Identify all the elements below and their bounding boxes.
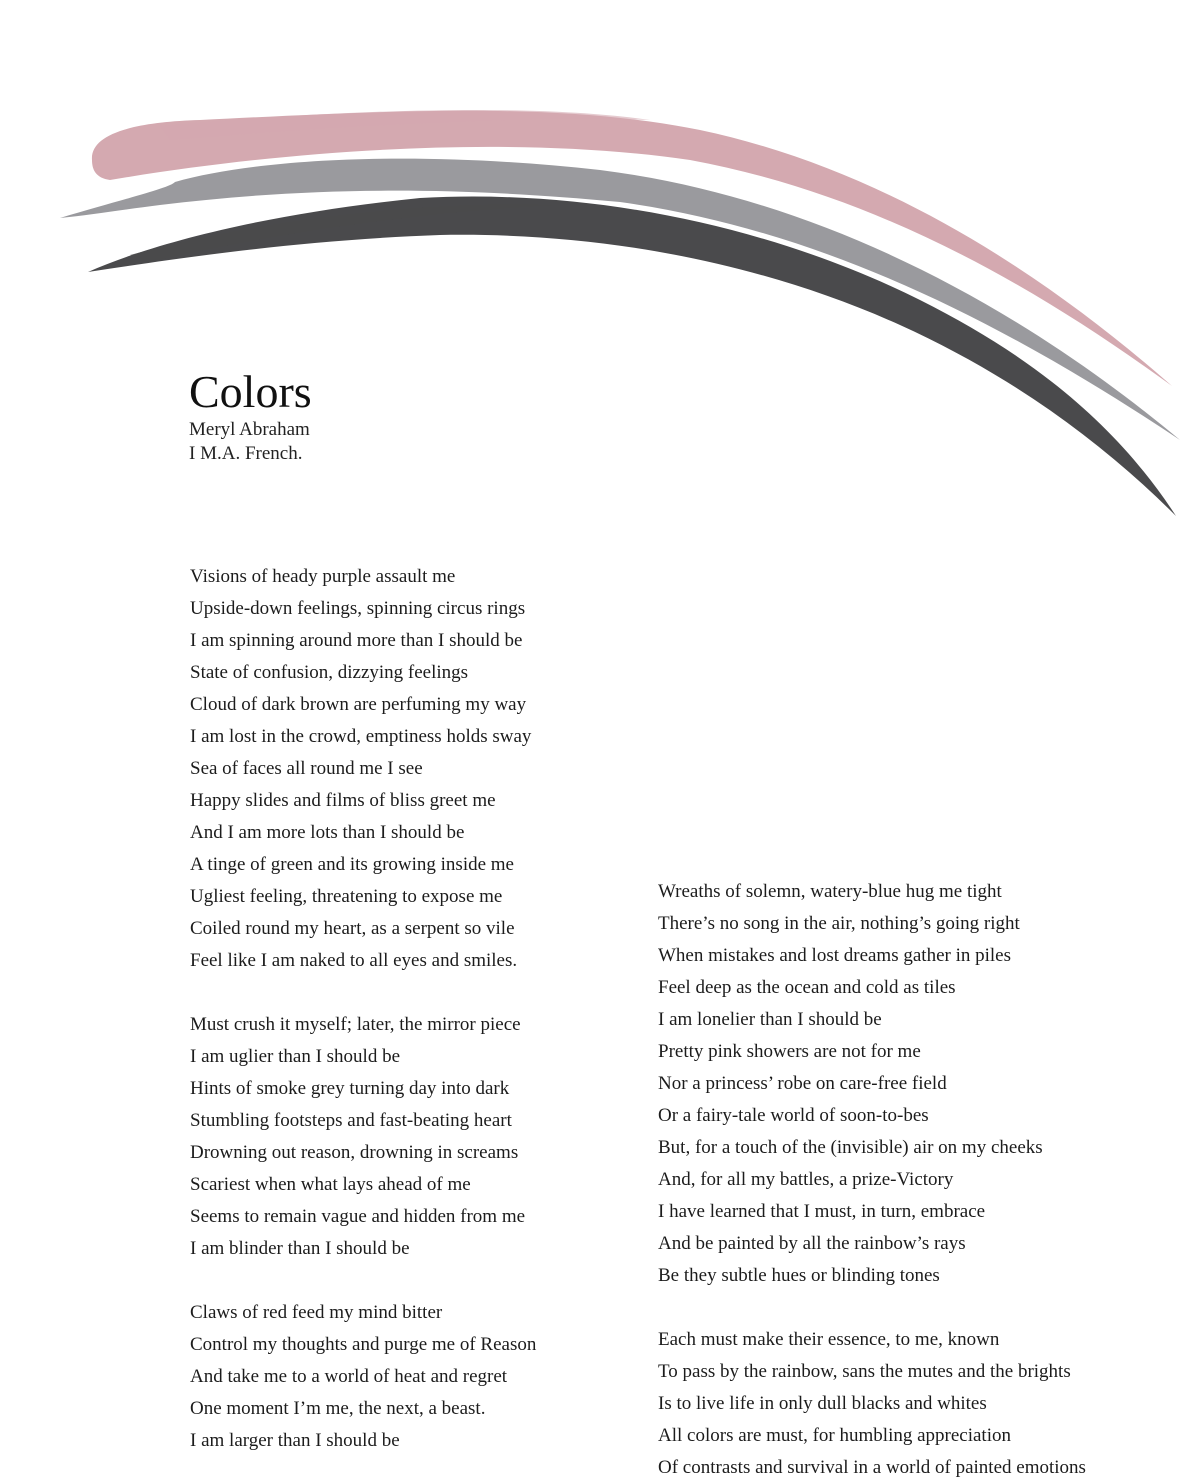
poem-line: State of confusion, dizzying feelings [190,662,469,683]
stanza [658,1324,1158,1484]
poem-line: And be painted by all the rainbow’s rays [658,1233,966,1254]
poem-line: But, for a touch of the (invisible) air on my cheeks [658,1137,1043,1158]
poem-line: Drowning out reason, drowning in screams [190,1142,519,1163]
author-name: Meryl Abraham [189,419,310,440]
poem-line: Ugliest feeling, threatening to expose me [190,886,503,907]
poem-header [189,366,312,466]
poem-line: Feel like I am naked to all eyes and smiles. [190,950,518,971]
poem-line: Of contrasts and survival in a world of painted emotions [658,1457,1086,1478]
author-class: I M.A. French. [189,443,303,464]
poem-line: Feel deep as the ocean and cold as tiles [658,977,956,998]
poem-line: Wreaths of solemn, watery-blue hug me tight [658,881,1002,902]
stanza [190,1009,620,1265]
poem-line: I am lost in the crowd, emptiness holds sway [190,726,532,747]
poem-line: And, for all my battles, a prize-Victory [658,1169,954,1190]
dark-brush-stroke [88,197,1176,516]
poem-line: I am larger than I should be [190,1430,400,1451]
stanza-break [190,977,620,1009]
poem-line: And take me to a world of heat and regret [190,1366,508,1387]
poem-column-left [190,561,620,1457]
poem-line: I am lonelier than I should be [658,1009,882,1030]
poem-column-right [658,876,1158,1484]
poem-line: Is to live life in only dull blacks and whites [658,1393,987,1414]
poem-line: Visions of heady purple assault me [190,566,456,587]
poem-line: Seems to remain vague and hidden from me [190,1206,526,1227]
poem-line: When mistakes and lost dreams gather in piles [658,945,1011,966]
stanza [190,1297,620,1457]
stanza-break [658,1292,1158,1324]
poem-line: Sea of faces all round me I see [190,758,423,779]
poem-line: Stumbling footsteps and fast-beating heart [190,1110,512,1131]
poem-line: A tinge of green and its growing inside me [190,854,514,875]
poem-line: I am uglier than I should be [190,1046,401,1067]
poem-line: I have learned that I must, in turn, embrace [658,1201,986,1222]
poem-line: Each must make their essence, to me, known [658,1329,1000,1350]
poem-line: Be they subtle hues or blinding tones [658,1265,940,1286]
poem-line: I am blinder than I should be [190,1238,410,1259]
poem-line: Scariest when what lays ahead of me [190,1174,471,1195]
poem-line: Upside-down feelings, spinning circus rings [190,598,526,619]
poem-line: And I am more lots than I should be [190,822,465,843]
poem-line: All colors are must, for humbling appreciation [658,1425,1011,1446]
poem-line: One moment I’m me, the next, a beast. [190,1398,486,1419]
poem-line: There’s no song in the air, nothing’s going right [658,913,1020,934]
poem-line: Coiled round my heart, as a serpent so vile [190,918,515,939]
brush-stroke-decoration [0,0,1190,560]
poem-line: Must crush it myself; later, the mirror piece [190,1014,521,1035]
poem-line: I am spinning around more than I should be [190,630,523,651]
stanza [190,561,620,977]
poem-line: Claws of red feed my mind bitter [190,1302,443,1323]
poem-line: Pretty pink showers are not for me [658,1041,921,1062]
poem-line: To pass by the rainbow, sans the mutes and the brights [658,1361,1071,1382]
stanza-break [190,1265,620,1297]
poem-line: Control my thoughts and purge me of Reason [190,1334,537,1355]
stanza [658,876,1158,1292]
poem-title: Colors [189,366,312,417]
poem-line: Hints of smoke grey turning day into dark [190,1078,510,1099]
poem-line: Cloud of dark brown are perfuming my way [190,694,527,715]
poem-line: Nor a princess’ robe on care-free field [658,1073,947,1094]
poem-line: Happy slides and films of bliss greet me [190,790,496,811]
poem-line: Or a fairy-tale world of soon-to-bes [658,1105,929,1126]
